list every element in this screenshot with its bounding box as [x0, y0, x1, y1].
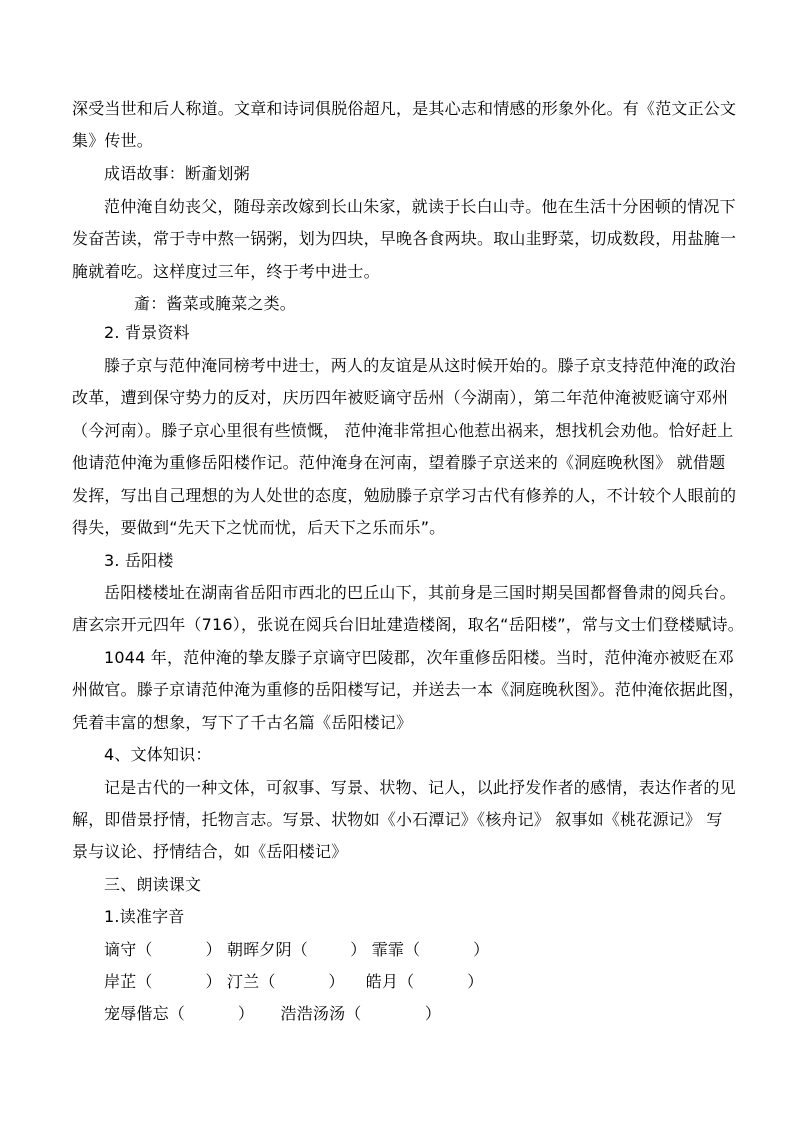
idiom-story-line-3: 腌就着吃。这样度过三年，终于考中进士。	[72, 262, 380, 281]
tower-line-5: 凭着丰富的想象，写下了千古名篇《岳阳楼记》	[72, 713, 413, 732]
intro-line-1: 深受当世和后人称道。文章和诗词俱脱俗超凡，是其心志和情感的形象外化。有《范文正公文	[72, 99, 737, 118]
tower-line-4: 州做官。滕子京请范仲淹为重修的岳阳楼写记，并送去一本《洞庭晚秋图》。范仲淹依据此图，	[72, 680, 745, 699]
tower-heading: 3. 岳阳楼	[104, 551, 174, 570]
idiom-note: 齑：酱菜或腌菜之类。	[134, 294, 297, 313]
tower-line-2: 唐玄宗开元四年（716），张说在阅兵台旧址建造楼阁，取名“岳阳楼”，常与文士们登楼赋诗。	[72, 615, 744, 634]
tower-line-1: 岳阳楼楼址在湖南省岳阳市西北的巴丘山下，其前身是三国时期吴国都督鲁肃的阅兵台。	[104, 583, 736, 602]
idiom-story-line-1: 范仲淹自幼丧父，随母亲改嫁到长山朱家，就读于长白山寺。他在生活十分困顿的情况下	[104, 197, 736, 216]
background-heading: 2. 背景资料	[104, 323, 190, 342]
pronunciation-row-2: 岸芷（ ） 汀兰（ ） 皓月（ ）	[104, 972, 484, 991]
idiom-story-line-2: 发奋苦读，常于寺中熬一锅粥，划为四块，早晚各食两块。取山韭野菜，切成数段，用盐腌一	[72, 229, 737, 248]
tower-line-3: 1044 年，范仲淹的挚友滕子京谪守巴陵郡，次年重修岳阳楼。当时，范仲淹亦被贬在邓	[104, 648, 735, 667]
background-line-1: 滕子京与范仲淹同榜考中进士，两人的友谊是从这时候开始的。滕子京支持范仲淹的政治	[104, 356, 736, 375]
genre-line-1: 记是古代的一种文体，可叙事、写景、状物、记人，以此抒发作者的感情，表达作者的见	[104, 778, 736, 797]
background-line-5: 发挥，写出自己理想的为人处世的态度，勉励滕子京学习古代有修养的人，不计较个人眼前的	[72, 486, 737, 505]
genre-line-3: 景与议论、抒情结合，如《岳阳楼记》	[72, 842, 348, 861]
background-line-3: （今河南）。滕子京心里很有些愤慨， 范仲淹非常担心他惹出祸来，想找机会劝他。恰好赶上	[72, 421, 734, 440]
pronunciation-row-3: 宠辱偕忘（ ） 浩浩汤汤（ ）	[104, 1004, 442, 1023]
genre-heading: 4、文体知识：	[104, 745, 212, 764]
background-line-4: 他请范仲淹为重修岳阳楼作记。范仲淹身在河南，望着滕子京送来的《洞庭晚秋图》 就借题	[72, 453, 726, 472]
background-line-2: 改革，遭到保守势力的反对，庆历四年被贬谪守岳州（今湖南），第二年范仲淹被贬谪守邓州	[72, 388, 729, 407]
genre-line-2: 解，即借景抒情，托物言志。写景、状物如《小石潭记》《核舟记》 叙事如《桃花源记》 写	[72, 810, 723, 829]
idiom-heading: 成语故事：断齑划粥	[104, 164, 250, 183]
intro-line-2: 集》传世。	[72, 131, 154, 150]
background-line-6: 得失，要做到“先天下之忧而忧，后天下之乐而乐”。	[72, 518, 446, 537]
reading-subheading: 1.读准字音	[104, 907, 185, 926]
reading-heading: 三、朗读课文	[104, 875, 202, 894]
pronunciation-row-1: 谪守（ ） 朝晖夕阴（ ） 霏霏（ ）	[104, 940, 490, 959]
